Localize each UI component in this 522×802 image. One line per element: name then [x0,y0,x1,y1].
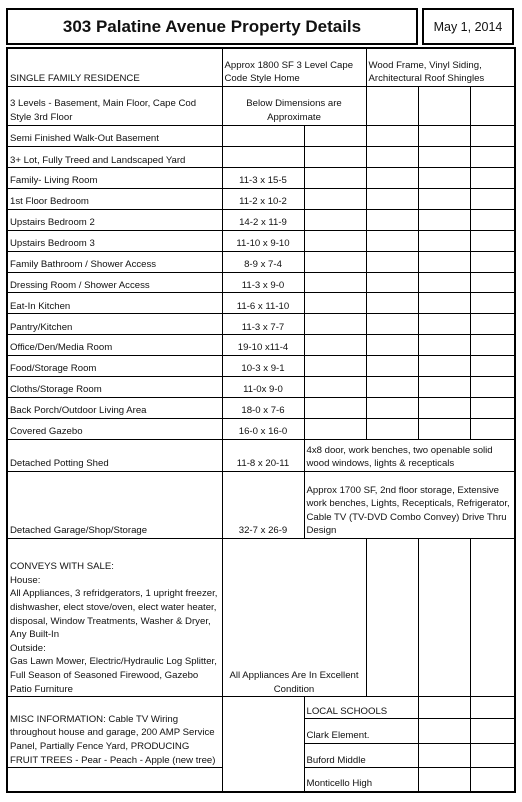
schools-heading-row [7,697,515,719]
room-row [7,189,515,210]
page-title: 303 Palatine Avenue Property Details [6,8,418,45]
room-size: 11-0x 9-0 [222,376,304,397]
school-row [7,768,515,792]
room-size: 11-6 x 11-10 [222,293,304,314]
room-row [7,230,515,251]
room-row [7,251,515,272]
property-details-table [6,47,516,793]
room-name: Office/Den/Media Room [7,335,222,356]
room-name: Cloths/Storage Room [7,376,222,397]
levels-row [7,87,515,126]
dimension-note: Below Dimensions are Approximate [222,87,366,126]
room-size: 11-8 x 20-11 [222,439,304,471]
conveys-row [7,538,515,696]
outside-items: Gas Lawn Mower, Electric/Hydraulic Log Splitter, Full Season of Seasoned Firewood, Gazebo Patio Furniture [10,656,217,695]
room-name: Back Porch/Outdoor Living Area [7,397,222,418]
basement-row [7,125,515,146]
room-name: Upstairs Bedroom 2 [7,209,222,230]
room-name: 1st Floor Bedroom [7,189,222,210]
lot-info: 3+ Lot, Fully Treed and Landscaped Yard [7,146,222,167]
room-row [7,293,515,314]
room-name: Detached Garage/Shop/Storage [7,472,222,539]
schools-heading: LOCAL SCHOOLS [304,697,418,719]
home-style: Approx 1800 SF 3 Level Cape Code Style Home [222,48,366,87]
conveys-heading: CONVEYS WITH SALE: [10,561,114,573]
room-name: Covered Gazebo [7,418,222,439]
garage-note: Approx 1700 SF, 2nd floor storage, Extensive work benches, Lights, Recepticals, Refrigerator, Cable TV (TV-DVD Combo Convey) Drive Thru Design [304,472,515,539]
room-row [7,356,515,377]
date-label: May 1, 2014 [422,8,514,45]
room-row [7,168,515,189]
room-name: Upstairs Bedroom 3 [7,230,222,251]
room-row [7,397,515,418]
intro-row [7,48,515,87]
room-size: 11-3 x 9-0 [222,272,304,293]
school-name: Monticello High [304,768,418,792]
room-size: 14-2 x 11-9 [222,209,304,230]
room-size: 10-3 x 9-1 [222,356,304,377]
room-size: 11-3 x 7-7 [222,314,304,335]
construction-info: Wood Frame, Vinyl Siding, Architectural Roof Shingles [366,48,515,87]
shed-row [7,439,515,471]
misc-info: MISC INFORMATION: Cable TV Wiring throughout house and garage, 200 AMP Service Panel, Partially Fence Yard, PRODUCING FRUIT TREES - Pear - Peach - Apple (new tree) [7,697,222,768]
room-row [7,209,515,230]
house-label: House: [10,574,41,586]
room-row [7,376,515,397]
room-size: 11-10 x 9-10 [222,230,304,251]
room-size: 11-2 x 10-2 [222,189,304,210]
room-size: 32-7 x 26-9 [222,472,304,539]
lot-row [7,146,515,167]
room-name: Detached Potting Shed [7,439,222,471]
room-row [7,335,515,356]
room-size: 8-9 x 7-4 [222,251,304,272]
room-name: Family- Living Room [7,168,222,189]
appliance-condition: All Appliances Are In Excellent Condition [222,538,366,696]
school-name: Buford Middle [304,743,418,767]
room-name: Food/Storage Room [7,356,222,377]
room-row [7,272,515,293]
room-row [7,314,515,335]
room-size: 16-0 x 16-0 [222,418,304,439]
room-size: 18-0 x 7-6 [222,397,304,418]
garage-row [7,472,515,539]
room-name: Dressing Room / Shower Access [7,272,222,293]
basement-info: Semi Finished Walk-Out Basement [7,125,222,146]
outside-label: Outside: [10,642,46,654]
house-items: All Appliances, 3 refridgerators, 1 upright freezer, dishwasher, elect stove/oven, elect water heater, disposal, Window Treatments, Washer & Dryer, Any Built-In [10,588,218,641]
room-size: 11-3 x 15-5 [222,168,304,189]
school-name: Clark Element. [304,719,418,743]
levels-info: 3 Levels - Basement, Main Floor, Cape Cod Style 3rd Floor [7,87,222,126]
room-name: Eat-In Kitchen [7,293,222,314]
residence-type: SINGLE FAMILY RESIDENCE [7,48,222,87]
room-size: 19-10 x11-4 [222,335,304,356]
conveys-cell [7,538,222,696]
shed-note: 4x8 door, work benches, two openable solid wood windows, lights & recepticals [304,439,515,471]
room-name: Family Bathroom / Shower Access [7,251,222,272]
room-row [7,418,515,439]
room-name: Pantry/Kitchen [7,314,222,335]
room-list [7,168,515,439]
